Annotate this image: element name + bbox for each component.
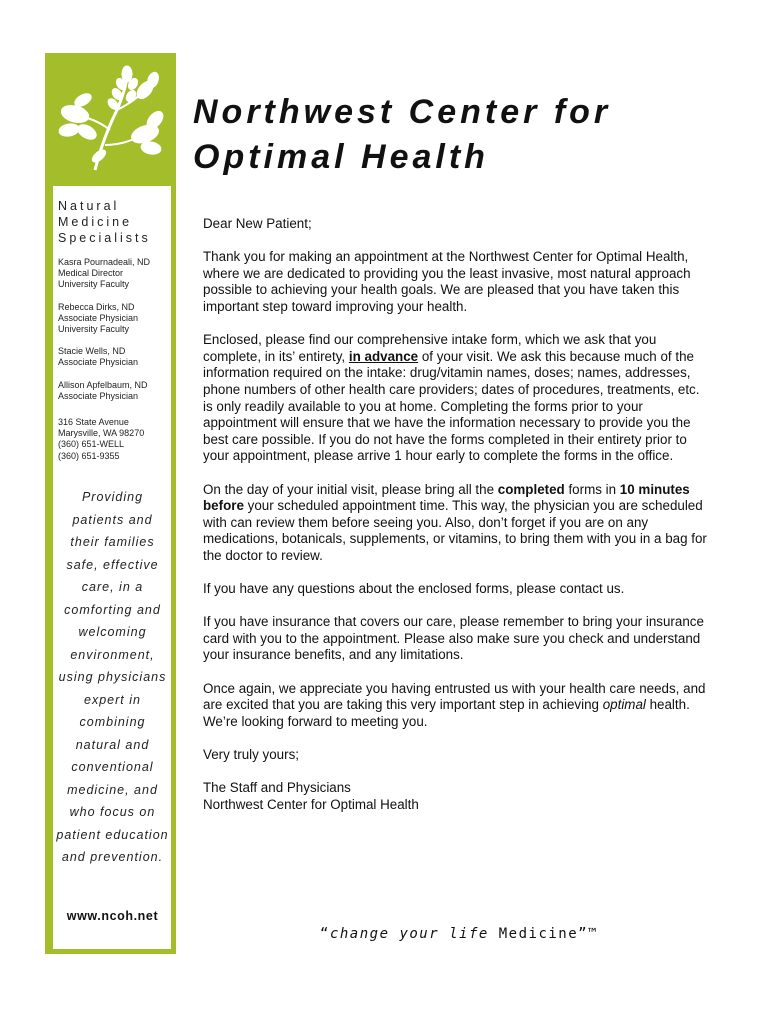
mission-line: who focus on <box>69 805 156 819</box>
clinic-address <box>58 417 173 462</box>
staff-role: Associate Physician <box>58 357 139 368</box>
mission-line: natural and <box>75 737 150 752</box>
staff-name: Kasra Pournadeali, ND <box>58 257 151 267</box>
title-line: Optimal Health <box>193 138 489 176</box>
staff-entry <box>58 346 173 368</box>
staff-role: Medical Director <box>58 268 124 279</box>
staff-role: University Faculty <box>58 324 130 335</box>
phone-line: (360) 651-WELL <box>58 439 125 450</box>
staff-role: Associate Physician <box>58 390 139 401</box>
mission-line: patients and <box>72 512 153 527</box>
phone-line: (360) 651-9355 <box>58 450 120 461</box>
tagline-line: Specialists <box>58 231 151 245</box>
mission-line: Providing <box>81 490 144 504</box>
greeting: Dear New Patient; <box>203 216 312 231</box>
paragraph-text: health. We’re looking forward to meeting you. <box>203 697 690 729</box>
paragraph-text: Once again, we appreciate you having entrusted us with your health care needs, and are excited that you are taking this very important step in achieving <box>203 680 706 713</box>
mission-line: conventional <box>71 760 154 774</box>
slogan-text: Medicine <box>488 926 579 942</box>
sidebar-tagline <box>58 198 173 246</box>
paragraph-text: of your visit. We ask this because much of the information required on the intake: drug/vitamin names, doses; names, addresses, phone numbers of other health care providers; dates of procedures, treatments, etc. is only readily available to you at home. Completing the forms prior to your appointment will ensure that we have the information necessary to provide you the best care possible. If you do not have the forms completed in their entirety prior to your appointment, please arrive 1 hour early to complete the forms in the office. <box>203 348 700 464</box>
mission-line: environment, <box>70 647 155 662</box>
tagline-line: Medicine <box>58 215 133 229</box>
emphasis-ten-minutes: 10 minutes before <box>203 481 690 514</box>
mission-line: combining <box>79 715 146 729</box>
paragraph: If you have insurance that covers our care, please remember to bring your insurance card with you to the appointment. Please also make sure you check and understand your insurance benefits, and any limitations. <box>203 614 704 663</box>
paragraph: If you have any questions about the enclosed forms, please contact us. <box>203 581 625 597</box>
emphasis-completed: completed <box>497 481 565 497</box>
paragraph-text: Enclosed, please find our comprehensive intake form, which we ask that you complete, in its’ entirety, <box>203 332 657 364</box>
mission-line: patient education <box>56 827 169 842</box>
emphasis-in-advance: in advance <box>348 348 419 364</box>
mission-line: care, in a <box>81 580 144 594</box>
slogan-quote: “ <box>320 926 330 942</box>
slogan-italic: change your life <box>329 926 489 942</box>
mission-line: welcoming <box>78 625 147 639</box>
staff-role: University Faculty <box>58 279 130 290</box>
paragraph <box>203 332 708 465</box>
signature-line: Northwest Center for Optimal Health <box>203 796 419 812</box>
staff-list <box>58 257 173 413</box>
staff-entry <box>58 302 173 336</box>
mission-line: their families <box>70 535 155 549</box>
paragraph-text: On the day of your initial visit, please bring all the <box>203 481 498 497</box>
paragraph <box>203 482 708 565</box>
mission-line: safe, effective <box>66 557 159 572</box>
staff-entry <box>58 257 173 291</box>
page-title <box>193 90 753 180</box>
title-line: Northwest Center for <box>193 93 612 131</box>
signature-line: The Staff and Physicians <box>203 780 351 796</box>
plant-sprig-icon <box>55 60 173 180</box>
paragraph-text: forms in <box>564 481 620 497</box>
address-line: 316 State Avenue <box>58 417 129 427</box>
mission-line: comforting and <box>64 602 161 617</box>
mission-statement <box>54 486 171 869</box>
letter-body <box>203 216 708 813</box>
mission-line: expert in <box>84 692 141 707</box>
mission-line: using physicians <box>58 670 167 684</box>
paragraph <box>203 681 708 731</box>
paragraph-text: your scheduled appointment time. This way, the physician you are scheduled with can review them before seeing you. Also, don’t forget if you are on any medications, botanicals, supplements, or vitamins, to bring them with you in a bag for the doctor to review. <box>203 498 707 563</box>
closing: Very truly yours; <box>203 747 299 762</box>
paragraph: Thank you for making an appointment at the Northwest Center for Optimal Health, where we are dedicated to providing you the least invasive, most natural approach possible to achieving your health goals. We are pleased that you have taken this important step toward improving your health. <box>203 249 691 314</box>
staff-name: Allison Apfelbaum, ND <box>58 379 148 390</box>
staff-role: Associate Physician <box>58 312 139 323</box>
staff-entry <box>58 380 173 402</box>
emphasis-optimal: optimal <box>602 697 646 713</box>
staff-name: Stacie Wells, ND <box>58 346 126 357</box>
footer-slogan <box>320 926 598 942</box>
mission-line: and prevention. <box>61 850 164 864</box>
tagline-line: Natural <box>58 199 120 213</box>
website-link[interactable]: www.ncoh.net <box>66 909 159 923</box>
address-line: Marysville, WA 98270 <box>58 428 145 439</box>
staff-name: Rebecca Dirks, ND <box>58 301 135 312</box>
mission-line: medicine, and <box>67 782 158 797</box>
slogan-quote-tm: ”™ <box>578 926 599 942</box>
